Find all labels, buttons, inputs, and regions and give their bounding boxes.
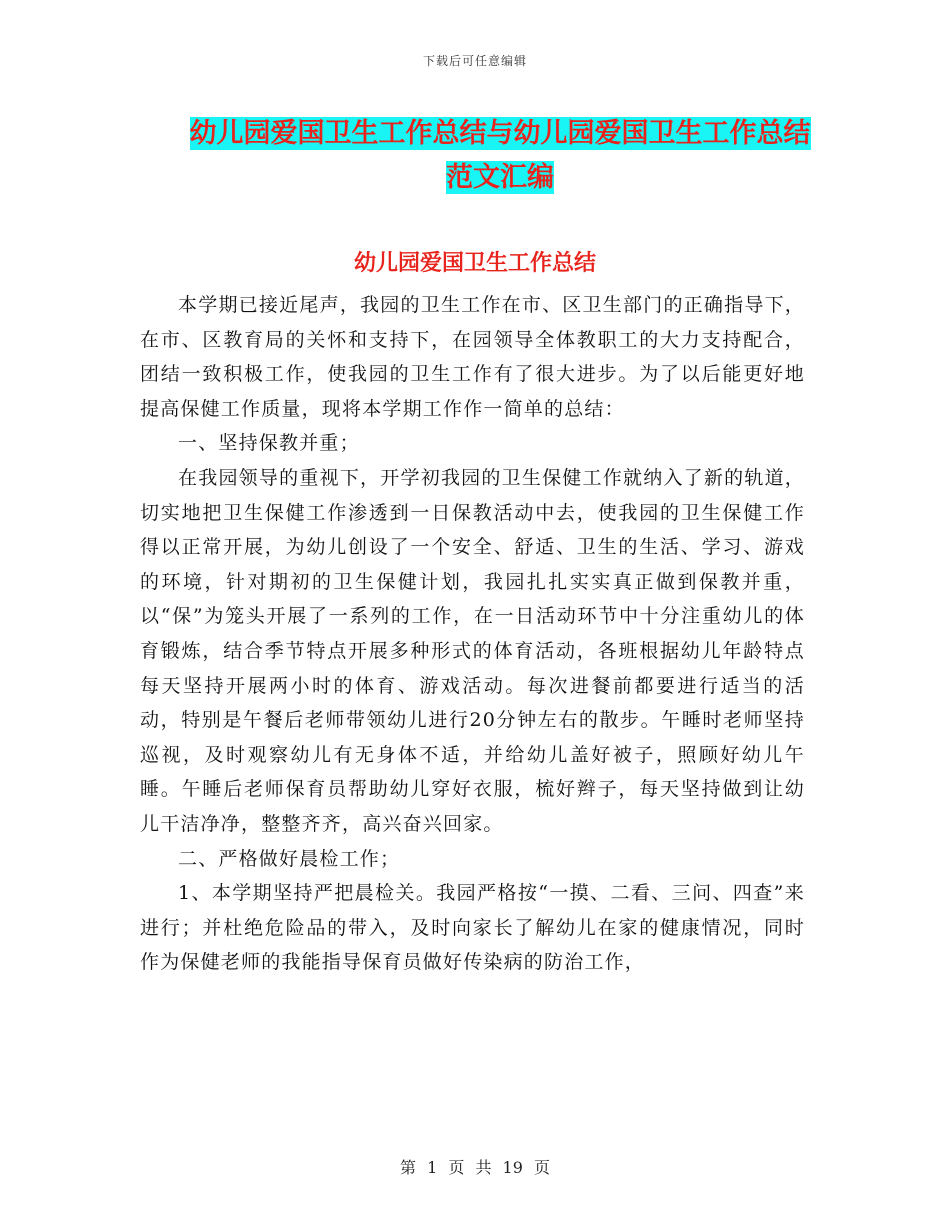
section-title: 幼儿园爱国卫生工作总结 bbox=[353, 251, 596, 276]
document-title-line-1: 幼儿园爱国卫生工作总结与幼儿园爱国卫生工作总结 bbox=[189, 118, 811, 149]
paragraph: 一、坚持保教并重； bbox=[178, 432, 360, 455]
document-title bbox=[150, 112, 850, 200]
paragraph: 本学期已接近尾声，我园的卫生工作在市、区卫生部门的正确指导下，在市、区教育局的关怀和支持下，在园领导全体教职工的大力支持配合，团结一致积极工作，使我园的卫生工作有了很大进步。为了以后能更好地提高保健工作质量，现将本学期工作作一简单的总结： bbox=[140, 294, 805, 420]
body-text bbox=[140, 288, 805, 980]
page-footer: 第 1 页 共 19 页 bbox=[400, 1158, 550, 1177]
paragraph: 二、严格做好晨检工作； bbox=[178, 847, 401, 870]
header-note: 下载后可任意编辑 bbox=[422, 54, 527, 68]
document-title-line-2: 范文汇编 bbox=[446, 162, 554, 193]
paragraph: 在我园领导的重视下，开学初我园的卫生保健工作就纳入了新的轨道，切实地把卫生保健工作渗透到一日保教活动中去，使我园的卫生保健工作得以正常开展，为幼儿创设了一个安全、舒适、卫生的生活、学习、游戏的环境，针对期初的卫生保健计划，我园扎扎实实真正做到保教并重，以“保”为笼头开展了一系列的工作，在一日活动环节中十分注重幼儿的体育锻炼，结合季节特点开展多种形式的体育活动，各班根据幼儿年龄特点每天坚持开展两小时的体育、游戏活动。每次进餐前都要进行适当的活动，特别是午餐后老师带领幼儿进行20分钟左右的散步。午睡时老师坚持巡视，及时观察幼儿有无身体不适，并给幼儿盖好被子，照顾好幼儿午睡。午睡后老师保育员帮助幼儿穿好衣服，梳好辫子，每天坚持做到让幼儿干洁净净，整整齐齐，高兴奋兴回家。 bbox=[140, 466, 805, 835]
paragraph: 1、本学期坚持严把晨检关。我园严格按“一摸、二看、三问、四查”来进行；并杜绝危险品的带入，及时向家长了解幼儿在家的健康情况，同时作为保健老师的我能指导保育员做好传染病的防治工作， bbox=[140, 882, 805, 974]
